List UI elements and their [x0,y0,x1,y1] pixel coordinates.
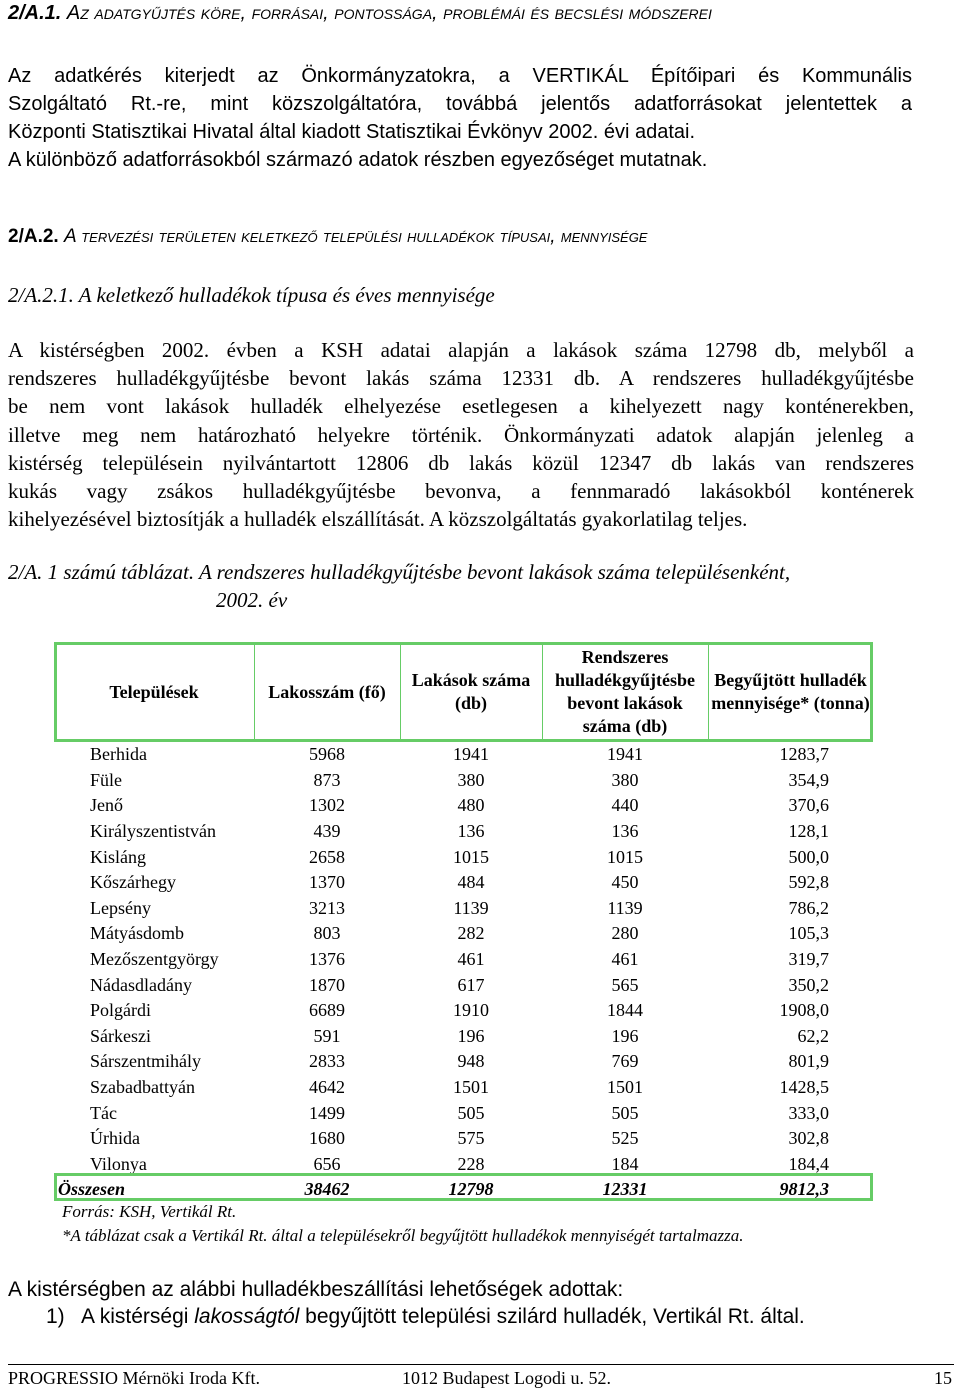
list-emphasis: lakosságtól [194,1305,300,1328]
table-cell: 1844 [607,1000,643,1021]
table-cell: 1428,5 [779,1077,829,1098]
table-cell: 184,4 [788,1153,829,1174]
paragraph-line: kihelyezésével biztosítják a hulladék elszállítását. A közszolgáltatás gyakorlatilag teljes. [8,507,748,532]
table-cell: 1015 [453,846,489,867]
table-cell: 440 [611,795,639,816]
table-cell: 505 [611,1102,639,1123]
table-cell: 786,2 [788,897,829,918]
table-cell: 302,8 [788,1128,829,1149]
table-row [54,1049,873,1075]
table-cell: 5968 [309,744,345,765]
table-cell: 6689 [309,1000,345,1021]
paragraph-line: Szolgáltató Rt.-re, mint közszolgáltatóra, továbbá jelentős adatforrásokat jelentettek a [8,93,912,115]
list-marker: 1) [46,1305,65,1328]
table-cell: 1941 [607,744,643,765]
table-cell: 575 [457,1128,485,1149]
table-cell: 4642 [309,1077,345,1098]
table-cell: 505 [457,1102,485,1123]
column-header: Lakosszám (fő) [268,681,386,702]
table-cell: 484 [457,872,485,893]
section-heading-2a1 [8,2,712,25]
table-cell: 380 [457,769,485,790]
table-cell: 500,0 [788,846,829,867]
settlement-name: Kisláng [90,846,146,867]
table-cell: 1139 [453,897,489,918]
table-cell: 62,2 [797,1025,829,1046]
section-number: 2/A.1. [8,2,62,24]
table-row [54,972,873,998]
table-row [54,844,873,870]
table-cell: 228 [457,1153,485,1174]
table-cell: 280 [611,923,639,944]
footer-address: 1012 Budapest Logodi u. 52. [402,1368,611,1388]
table-row [54,742,873,768]
table-cell: 2658 [309,846,345,867]
table-cell: 803 [313,923,341,944]
table-cell: 1015 [607,846,643,867]
total-row [54,1177,873,1203]
table-cell: 105,3 [788,923,829,944]
settlement-name: Úrhida [90,1128,140,1149]
table-cell: 3213 [309,897,345,918]
table-row [54,1126,873,1152]
paragraph-line: kukás vagy zsákos hulladékgyűjtésbe bevonva, a fennmaradó lakásokból konténerek [8,479,914,504]
table-cell: 439 [313,821,341,842]
settlement-name: Jenő [90,795,123,816]
footer-rule [8,1364,954,1365]
table-row [54,921,873,947]
table-cell: 350,2 [788,974,829,995]
paragraph-line: rendszeres hulladékgyűjtésbe bevont lakás száma 12331 db. A rendszeres hulladékgyűjtésbe [8,366,914,391]
table-cell: 1910 [453,1000,489,1021]
table-cell: 184 [611,1153,639,1174]
section-title: Az adatgyűjtés köre, forrásai, pontossága, problémái és becslési módszerei [66,2,712,24]
table-cell: 1283,7 [779,744,829,765]
table-caption-year: 2002. év [216,588,288,612]
table-cell: 1501 [607,1077,643,1098]
settlement-name: Sárszentmihály [90,1051,201,1072]
table-source: Forrás: KSH, Vertikál Rt. [62,1202,237,1221]
column-header: Rendszeres hulladékgyűjtésbe bevont lakások száma (db) [554,647,696,736]
table-cell: 1499 [309,1102,345,1123]
table-cell: 380 [611,769,639,790]
table-cell: 1376 [309,949,345,970]
table-cell: 450 [611,872,639,893]
table-cell: 461 [457,949,485,970]
table-cell: 480 [457,795,485,816]
settlement-name: Királyszentistván [90,821,216,842]
table-cell: 370,6 [788,795,829,816]
settlement-name: Sárkeszi [90,1025,151,1046]
list-text: begyűjtött települési szilárd hulladék, Vertikál Rt. által. [299,1305,805,1328]
table-cell: 354,9 [788,769,829,790]
table-note: *A táblázat csak a Vertikál Rt. által a településekről begyűjtött hulladékok mennyiségét tartalmazza. [62,1226,744,1245]
table-cell: 9812,3 [708,1177,873,1203]
settlement-name: Lepsény [90,897,151,918]
section-heading-2a2 [8,226,647,248]
table-cell: 12331 [542,1177,708,1203]
table-cell: 2833 [309,1051,345,1072]
table-cell: 12798 [400,1177,542,1203]
table-cell: 282 [457,923,485,944]
table-cell: 1941 [453,744,489,765]
paragraph-line: A különböző adatforrásokból származó adatok részben egyezőséget mutatnak. [8,149,708,171]
table-row [54,793,873,819]
table-cell: 461 [611,949,639,970]
table-cell: 769 [611,1051,639,1072]
section-title: A tervezési területen keletkező települési hulladékok típusai, mennyisége [63,226,648,247]
table-cell: 333,0 [788,1102,829,1123]
table-cell: 948 [457,1051,485,1072]
table-row [54,998,873,1024]
table-cell: 1680 [309,1128,345,1149]
page-number: 15 [934,1368,952,1388]
paragraph-line: A kistérségben 2002. évben a KSH adatai alapján a lakások száma 12798 db, melyből a [8,338,914,362]
table-cell: 319,7 [788,949,829,970]
settlement-name: Berhida [90,744,147,765]
paragraph-line: Központi Statisztikai Hivatal által kiadott Statisztikai Évkönyv 2002. évi adatai. [8,121,696,143]
settlement-name: Mátyásdomb [90,923,184,944]
header-divider [708,645,709,739]
table-row [54,1024,873,1050]
section-number: 2/A.2. [8,226,59,247]
footer-company: PROGRESSIO Mérnöki Iroda Kft. [8,1368,260,1388]
header-divider [400,645,401,739]
table-row [54,1152,873,1178]
settlement-name: Tác [90,1102,117,1123]
settlement-name: Füle [90,769,123,790]
total-label: Összesen [54,1177,254,1203]
header-divider [542,645,543,739]
table-cell: 1302 [309,795,345,816]
subsection-heading-2a21: 2/A.2.1. A keletkező hulladékok típusa és éves mennyisége [8,283,495,307]
paragraph-line: kistérség településein nyilvántartott 12806 db lakás közül 12347 db lakás van rendszeres [8,450,914,475]
table-cell: 525 [611,1128,639,1149]
table-row [54,896,873,922]
table-cell: 617 [457,974,485,995]
table-cell: 591 [313,1025,341,1046]
settlement-name: Vilonya [90,1153,147,1174]
table-row [54,768,873,794]
settlement-name: Nádasdladány [90,974,192,995]
table-row [54,1075,873,1101]
paragraph-line: Az adatkérés kiterjedt az Önkormányzatokra, a VERTIKÁL Építőipari és Kommunális [8,65,912,87]
table-cell: 128,1 [788,821,829,842]
list-item [46,1305,805,1329]
table-cell: 1370 [309,872,345,893]
table-cell: 565 [611,974,639,995]
settlement-name: Szabadbattyán [90,1077,195,1098]
table-cell: 656 [313,1153,341,1174]
column-header: Lakások száma (db) [411,670,531,713]
column-header: Települések [109,681,199,702]
header-divider [254,645,255,739]
table-caption: 2/A. 1 számú táblázat. A rendszeres hulladékgyűjtésbe bevont lakások száma településenként, [8,560,791,584]
table-header-row [54,642,873,742]
body-paragraph [8,336,914,533]
table-cell: 592,8 [788,872,829,893]
table-cell: 1139 [607,897,643,918]
settlement-name: Kőszárhegy [90,872,176,893]
waste-collection-table [54,642,873,1203]
intro-paragraph [8,62,912,174]
column-header: Begyűjtött hulladék mennyisége* (tonna) [711,670,870,713]
list-text: A kistérségi [81,1305,195,1328]
table-row [54,819,873,845]
table-cell: 196 [611,1025,639,1046]
table-cell: 196 [457,1025,485,1046]
settlement-name: Mezőszentgyörgy [90,949,219,970]
table-cell: 873 [313,769,341,790]
table-row [54,870,873,896]
table-row [54,1100,873,1126]
table-cell: 136 [611,821,639,842]
settlement-name: Polgárdi [90,1000,151,1021]
table-cell: 801,9 [788,1051,829,1072]
table-row [54,947,873,973]
table-cell: 1870 [309,974,345,995]
paragraph-line: be nem vont lakások hulladék elhelyezése esetlegesen a kihelyezett nagy konténerekben, [8,394,914,419]
table-cell: 1908,0 [779,1000,829,1021]
options-intro: A kistérségben az alábbi hulladékbeszállítási lehetőségek adottak: [8,1278,624,1301]
table-cell: 38462 [254,1177,400,1203]
paragraph-line: illetve meg nem határozható helyekre történik. Önkormányzati adatok alapján jelenleg a [8,422,914,447]
table-cell: 136 [457,821,485,842]
table-cell: 1501 [453,1077,489,1098]
